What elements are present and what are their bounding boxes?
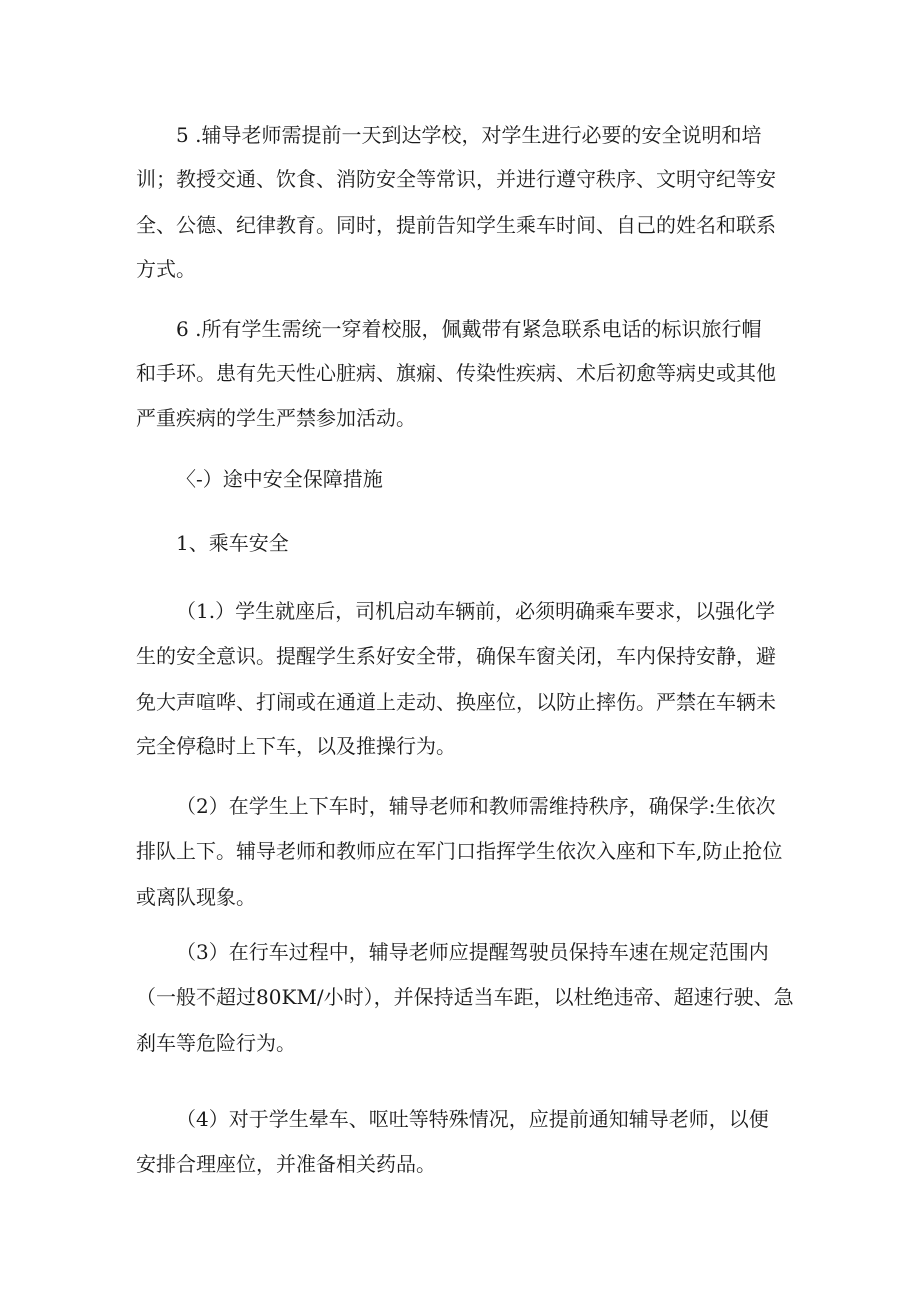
paragraph-line: 生的安全意识。提醒学生系好安全带，确保车窗关闭，车内保持安静，避 [136, 644, 776, 668]
paragraph-line: （4）对于学生晕车、呕吐等特殊情况，应提前通知辅导老师，以便 [176, 1107, 769, 1131]
paragraph-line: 严重疾病的学生严禁参加活动。 [136, 406, 416, 430]
paragraph-line: 和手环。患有先天性心脏病、旗痫、传染性疾病、术后初愈等病史或其他 [136, 361, 776, 385]
paragraph-line: （1.）学生就座后，司机启动车辆前，必须明确乘车要求，以强化学 [176, 599, 776, 623]
paragraph-line: 训；教授交通、饮食、消防安全等常识，并进行遵守秩序、文明守纪等安 [136, 167, 776, 191]
paragraph-line: 6 .所有学生需统一穿着校服，佩戴带有紧急联系电话的标识旅行帽 [176, 317, 762, 341]
paragraph-line: 刹车等危险行为。 [136, 1031, 296, 1055]
paragraph-line: （一般不超过80KM/小时），并保持适当车距，以杜绝违帝、超速行驶、急 [136, 985, 794, 1009]
paragraph-line: 5 .辅导老师需提前一天到达学校，对学生进行必要的安全说明和培 [176, 123, 762, 147]
paragraph-line: 安排合理座位，并准备相关药品。 [136, 1152, 436, 1176]
paragraph-line: 或离队现象。 [136, 885, 256, 909]
paragraph-line: （2）在学生上下车时，辅导老师和教师需维持秩序，确保学:生依次 [176, 794, 776, 818]
paragraph-line: 完全停稳时上下车，以及推操行为。 [136, 734, 456, 758]
section-heading: 〈-）途中安全保障措施 [176, 467, 383, 491]
paragraph-line: 全、公德、纪律教育。同时，提前告知学生乘车时间、自己的姓名和联系 [136, 213, 776, 237]
paragraph-line: （3）在行车过程中，辅导老师应提醒驾驶员保持车速在规定范围内 [176, 940, 769, 964]
paragraph-line: 排队上下。辅导老师和教师应在军门口指挥学生依次入座和下车,防止抢位 [136, 839, 783, 863]
paragraph-line: 免大声喧哗、打闹或在通道上走动、换座位，以防止摔伤。严禁在车辆未 [136, 690, 776, 714]
subsection-heading: 1、乘车安全 [176, 531, 289, 555]
paragraph-line: 方式。 [136, 257, 196, 281]
